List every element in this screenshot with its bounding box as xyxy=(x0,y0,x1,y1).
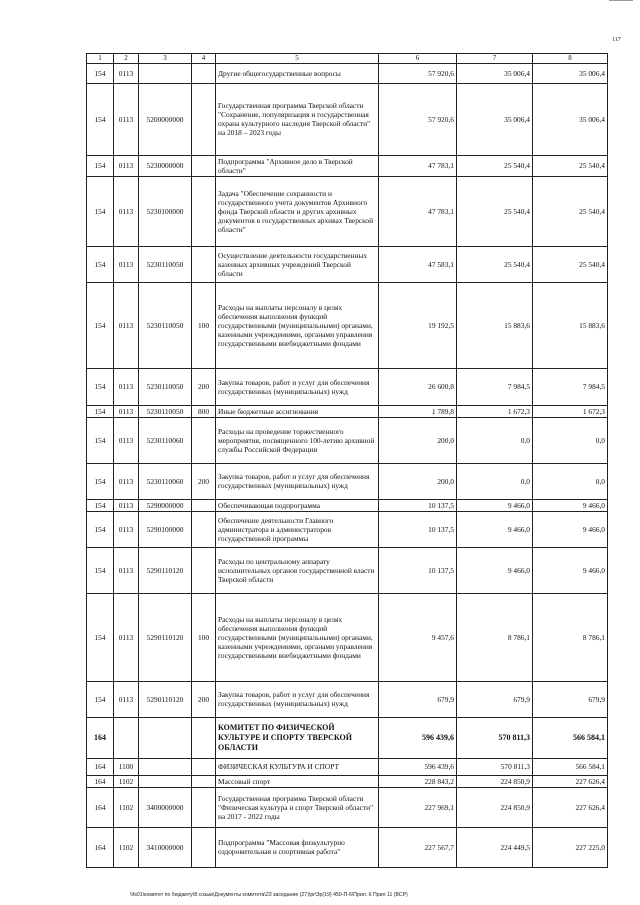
expense-type-code xyxy=(192,417,216,463)
target-article-code: 5230110060 xyxy=(139,417,192,463)
header-row xyxy=(87,54,608,64)
section-code xyxy=(114,717,139,758)
item-name: Государственная программа Тверской области "Физическая культура и спорт Тверской области" на 2017 - 2022 годы xyxy=(216,787,379,827)
amount-col8: 15 883,6 xyxy=(533,282,608,368)
amount-col6: 200,0 xyxy=(379,463,457,499)
amount-col8: 227 626,4 xyxy=(533,775,608,787)
amount-col6: 47 783,1 xyxy=(379,176,457,246)
expense-type-code xyxy=(192,499,216,511)
amount-col7: 570 811,3 xyxy=(457,717,533,758)
section-code: 0113 xyxy=(114,463,139,499)
section-code: 1102 xyxy=(114,787,139,827)
amount-col8: 566 584,1 xyxy=(533,758,608,775)
target-article-code xyxy=(139,775,192,787)
amount-col6: 47 583,1 xyxy=(379,246,457,282)
amount-col8: 8 786,1 xyxy=(533,593,608,681)
section-code: 1102 xyxy=(114,827,139,867)
department-code: 154 xyxy=(87,246,114,282)
amount-col7: 25 540,4 xyxy=(457,176,533,246)
table-row xyxy=(87,463,608,499)
target-article-code: 5230000000 xyxy=(139,155,192,176)
amount-col8: 25 540,4 xyxy=(533,246,608,282)
page-number: 117 xyxy=(612,37,621,43)
expense-type-code: 100 xyxy=(192,593,216,681)
department-code: 154 xyxy=(87,681,114,717)
amount-col7: 1 672,3 xyxy=(457,405,533,417)
amount-col6: 19 192,5 xyxy=(379,282,457,368)
target-article-code: 5230100000 xyxy=(139,176,192,246)
amount-col8: 227 225,0 xyxy=(533,827,608,867)
amount-col7: 570 811,3 xyxy=(457,758,533,775)
expense-type-code xyxy=(192,511,216,547)
table-row xyxy=(87,717,608,758)
item-name: Расходы на выплаты персоналу в целях обеспечения выполнения функций государственными (муниципальными) органами, казенными учреждениями, органами управления государственными внебюджетными фондами xyxy=(216,282,379,368)
item-name: Расходы на выплаты персоналу в целях обеспечения выполнения функций государственными (муниципальными) органами, казенными учреждениями, органами управления государственными внебюджетными фондами xyxy=(216,593,379,681)
department-code: 154 xyxy=(87,417,114,463)
expense-type-code xyxy=(192,827,216,867)
amount-col8: 25 540,4 xyxy=(533,176,608,246)
section-code: 1102 xyxy=(114,775,139,787)
amount-col6: 10 137,5 xyxy=(379,547,457,593)
amount-col8: 679,9 xyxy=(533,681,608,717)
item-name: Государственная программа Тверской области "Сохранение, популяризация и государственная охрана культурного наследия Тверской области" на 2018 – 2023 годы xyxy=(216,83,379,155)
amount-col7: 9 466,0 xyxy=(457,547,533,593)
amount-col6: 227 969,1 xyxy=(379,787,457,827)
target-article-code: 5290110120 xyxy=(139,681,192,717)
table-row xyxy=(87,499,608,511)
expense-type-code xyxy=(192,775,216,787)
amount-col8: 566 584,1 xyxy=(533,717,608,758)
target-article-code: 3410000000 xyxy=(139,827,192,867)
amount-col6: 1 789,8 xyxy=(379,405,457,417)
department-code: 154 xyxy=(87,282,114,368)
item-name: Закупка товаров, работ и услуг для обеспечения государственных (муниципальных) нужд xyxy=(216,368,379,405)
department-code: 154 xyxy=(87,155,114,176)
amount-col7: 679,9 xyxy=(457,681,533,717)
department-code: 164 xyxy=(87,787,114,827)
amount-col7: 9 466,0 xyxy=(457,499,533,511)
target-article-code xyxy=(139,63,192,83)
target-article-code: 5230110050 xyxy=(139,405,192,417)
target-article-code: 5290000000 xyxy=(139,499,192,511)
item-name: Закупка товаров, работ и услуг для обеспечения государственных (муниципальных) нужд xyxy=(216,681,379,717)
amount-col7: 7 984,5 xyxy=(457,368,533,405)
department-code: 154 xyxy=(87,63,114,83)
department-code: 154 xyxy=(87,511,114,547)
amount-col7: 224 850,9 xyxy=(457,775,533,787)
department-code: 154 xyxy=(87,593,114,681)
table-row xyxy=(87,827,608,867)
department-code: 154 xyxy=(87,405,114,417)
department-code: 154 xyxy=(87,176,114,246)
amount-col8: 227 626,4 xyxy=(533,787,608,827)
amount-col6: 57 920,6 xyxy=(379,63,457,83)
header-cell: 7 xyxy=(457,54,533,64)
amount-col6: 57 920,6 xyxy=(379,83,457,155)
amount-col6: 596 439,6 xyxy=(379,758,457,775)
amount-col6: 26 600,8 xyxy=(379,368,457,405)
amount-col6: 200,0 xyxy=(379,417,457,463)
expense-type-code xyxy=(192,246,216,282)
table-row xyxy=(87,758,608,775)
item-name: Закупка товаров, работ и услуг для обеспечения государственных (муниципальных) нужд xyxy=(216,463,379,499)
section-code: 0113 xyxy=(114,547,139,593)
amount-col6: 47 783,1 xyxy=(379,155,457,176)
amount-col8: 7 984,5 xyxy=(533,368,608,405)
item-name: Массовый спорт xyxy=(216,775,379,787)
amount-col7: 35 006,4 xyxy=(457,63,533,83)
department-code: 164 xyxy=(87,717,114,758)
item-name: Расходы на проведение торжественного мероприятия, посвященного 100-летию архивной службы Российской Федерации xyxy=(216,417,379,463)
section-code: 0113 xyxy=(114,63,139,83)
amount-col6: 679,9 xyxy=(379,681,457,717)
item-name: Обеспечивающая подпрограмма xyxy=(216,499,379,511)
amount-col6: 10 137,5 xyxy=(379,499,457,511)
item-name: Задача "Обеспечение сохранности и государственного учета документов Архивного фонда Тверской области и других архивных документов в государственных архивах Тверской области" xyxy=(216,176,379,246)
budget-table xyxy=(86,53,608,868)
item-name: Иные бюджетные ассигнования xyxy=(216,405,379,417)
target-article-code: 5230110050 xyxy=(139,282,192,368)
table-row xyxy=(87,63,608,83)
section-code: 0113 xyxy=(114,417,139,463)
expense-type-code: 200 xyxy=(192,463,216,499)
target-article-code: 5290110120 xyxy=(139,547,192,593)
amount-col8: 35 006,4 xyxy=(533,83,608,155)
amount-col8: 1 672,3 xyxy=(533,405,608,417)
table-row xyxy=(87,155,608,176)
expense-type-code xyxy=(192,176,216,246)
expense-type-code xyxy=(192,717,216,758)
item-name: Осуществление деятельности государственных казенных архивных учреждений Тверской области xyxy=(216,246,379,282)
amount-col7: 224 449,5 xyxy=(457,827,533,867)
amount-col7: 15 883,6 xyxy=(457,282,533,368)
amount-col6: 228 843,2 xyxy=(379,775,457,787)
amount-col8: 25 540,4 xyxy=(533,155,608,176)
item-name: Обеспечение деятельности Главного администратора и администраторов государственной программы xyxy=(216,511,379,547)
table-row xyxy=(87,417,608,463)
item-name: Подпрограмма "Архивное дело в Тверской области" xyxy=(216,155,379,176)
scan-edge-mark xyxy=(609,0,633,1)
item-name: Расходы по центральному аппарату исполнительных органов государственной власти Тверской области xyxy=(216,547,379,593)
table-row xyxy=(87,405,608,417)
target-article-code: 5230110060 xyxy=(139,463,192,499)
header-cell: 2 xyxy=(114,54,139,64)
header-cell: 3 xyxy=(139,54,192,64)
table-row xyxy=(87,176,608,246)
expense-type-code xyxy=(192,63,216,83)
amount-col6: 10 137,5 xyxy=(379,511,457,547)
amount-col8: 9 466,0 xyxy=(533,499,608,511)
item-name: Другие общегосударственные вопросы xyxy=(216,63,379,83)
table-row xyxy=(87,282,608,368)
department-code: 164 xyxy=(87,758,114,775)
expense-type-code xyxy=(192,547,216,593)
department-code: 154 xyxy=(87,368,114,405)
table-row xyxy=(87,787,608,827)
target-article-code: 5200000000 xyxy=(139,83,192,155)
expense-type-code xyxy=(192,758,216,775)
target-article-code xyxy=(139,717,192,758)
target-article-code: 5230110050 xyxy=(139,246,192,282)
amount-col8: 0,0 xyxy=(533,417,608,463)
table-row xyxy=(87,681,608,717)
expense-type-code: 100 xyxy=(192,282,216,368)
department-code: 154 xyxy=(87,547,114,593)
department-code: 164 xyxy=(87,827,114,867)
table-row xyxy=(87,547,608,593)
expense-type-code: 800 xyxy=(192,405,216,417)
section-code: 0113 xyxy=(114,176,139,246)
target-article-code: 5290100000 xyxy=(139,511,192,547)
table-row xyxy=(87,593,608,681)
section-code: 0113 xyxy=(114,405,139,417)
file-path-footer: \\fs01\комитет по бюджету\8 созыв\Документы комитета\23 заседание (27)\pr\Зр(19) 450-П-6\Прил. 6 Прил 11 (ВСР) xyxy=(130,892,408,898)
expense-type-code: 200 xyxy=(192,681,216,717)
expense-type-code xyxy=(192,83,216,155)
amount-col7: 0,0 xyxy=(457,463,533,499)
item-name: ФИЗИЧЕСКАЯ КУЛЬТУРА И СПОРТ xyxy=(216,758,379,775)
amount-col8: 9 466,0 xyxy=(533,547,608,593)
amount-col8: 0,0 xyxy=(533,463,608,499)
amount-col6: 227 567,7 xyxy=(379,827,457,867)
amount-col7: 8 786,1 xyxy=(457,593,533,681)
section-code: 0113 xyxy=(114,511,139,547)
amount-col7: 9 466,0 xyxy=(457,511,533,547)
amount-col7: 0,0 xyxy=(457,417,533,463)
table-row xyxy=(87,368,608,405)
section-code: 0113 xyxy=(114,681,139,717)
table-row xyxy=(87,83,608,155)
amount-col7: 224 850,9 xyxy=(457,787,533,827)
header-cell: 5 xyxy=(216,54,379,64)
item-name: Подпрограмма "Массовая физкультурно оздоровительная и спортивная работа" xyxy=(216,827,379,867)
target-article-code xyxy=(139,758,192,775)
department-code: 154 xyxy=(87,463,114,499)
table-row xyxy=(87,511,608,547)
section-code: 0113 xyxy=(114,593,139,681)
target-article-code: 3400000000 xyxy=(139,787,192,827)
amount-col6: 596 439,6 xyxy=(379,717,457,758)
amount-col8: 35 006,4 xyxy=(533,63,608,83)
table-body xyxy=(87,54,608,868)
section-code: 0113 xyxy=(114,246,139,282)
department-code: 154 xyxy=(87,83,114,155)
section-code: 0113 xyxy=(114,499,139,511)
section-code: 0113 xyxy=(114,368,139,405)
header-cell: 8 xyxy=(533,54,608,64)
amount-col7: 25 540,4 xyxy=(457,155,533,176)
header-cell: 4 xyxy=(192,54,216,64)
section-code: 0113 xyxy=(114,282,139,368)
amount-col8: 9 466,0 xyxy=(533,511,608,547)
header-cell: 6 xyxy=(379,54,457,64)
department-code: 164 xyxy=(87,775,114,787)
header-cell: 1 xyxy=(87,54,114,64)
expense-type-code xyxy=(192,155,216,176)
table-row xyxy=(87,246,608,282)
department-code: 154 xyxy=(87,499,114,511)
section-code: 0113 xyxy=(114,155,139,176)
expense-type-code: 200 xyxy=(192,368,216,405)
expense-type-code xyxy=(192,787,216,827)
target-article-code: 5290110120 xyxy=(139,593,192,681)
section-code: 1100 xyxy=(114,758,139,775)
amount-col7: 35 006,4 xyxy=(457,83,533,155)
section-code: 0113 xyxy=(114,83,139,155)
amount-col7: 25 540,4 xyxy=(457,246,533,282)
table-row xyxy=(87,775,608,787)
item-name: КОМИТЕТ ПО ФИЗИЧЕСКОЙ КУЛЬТУРЕ И СПОРТУ ТВЕРСКОЙ ОБЛАСТИ xyxy=(216,717,379,758)
amount-col6: 9 457,6 xyxy=(379,593,457,681)
target-article-code: 5230110050 xyxy=(139,368,192,405)
